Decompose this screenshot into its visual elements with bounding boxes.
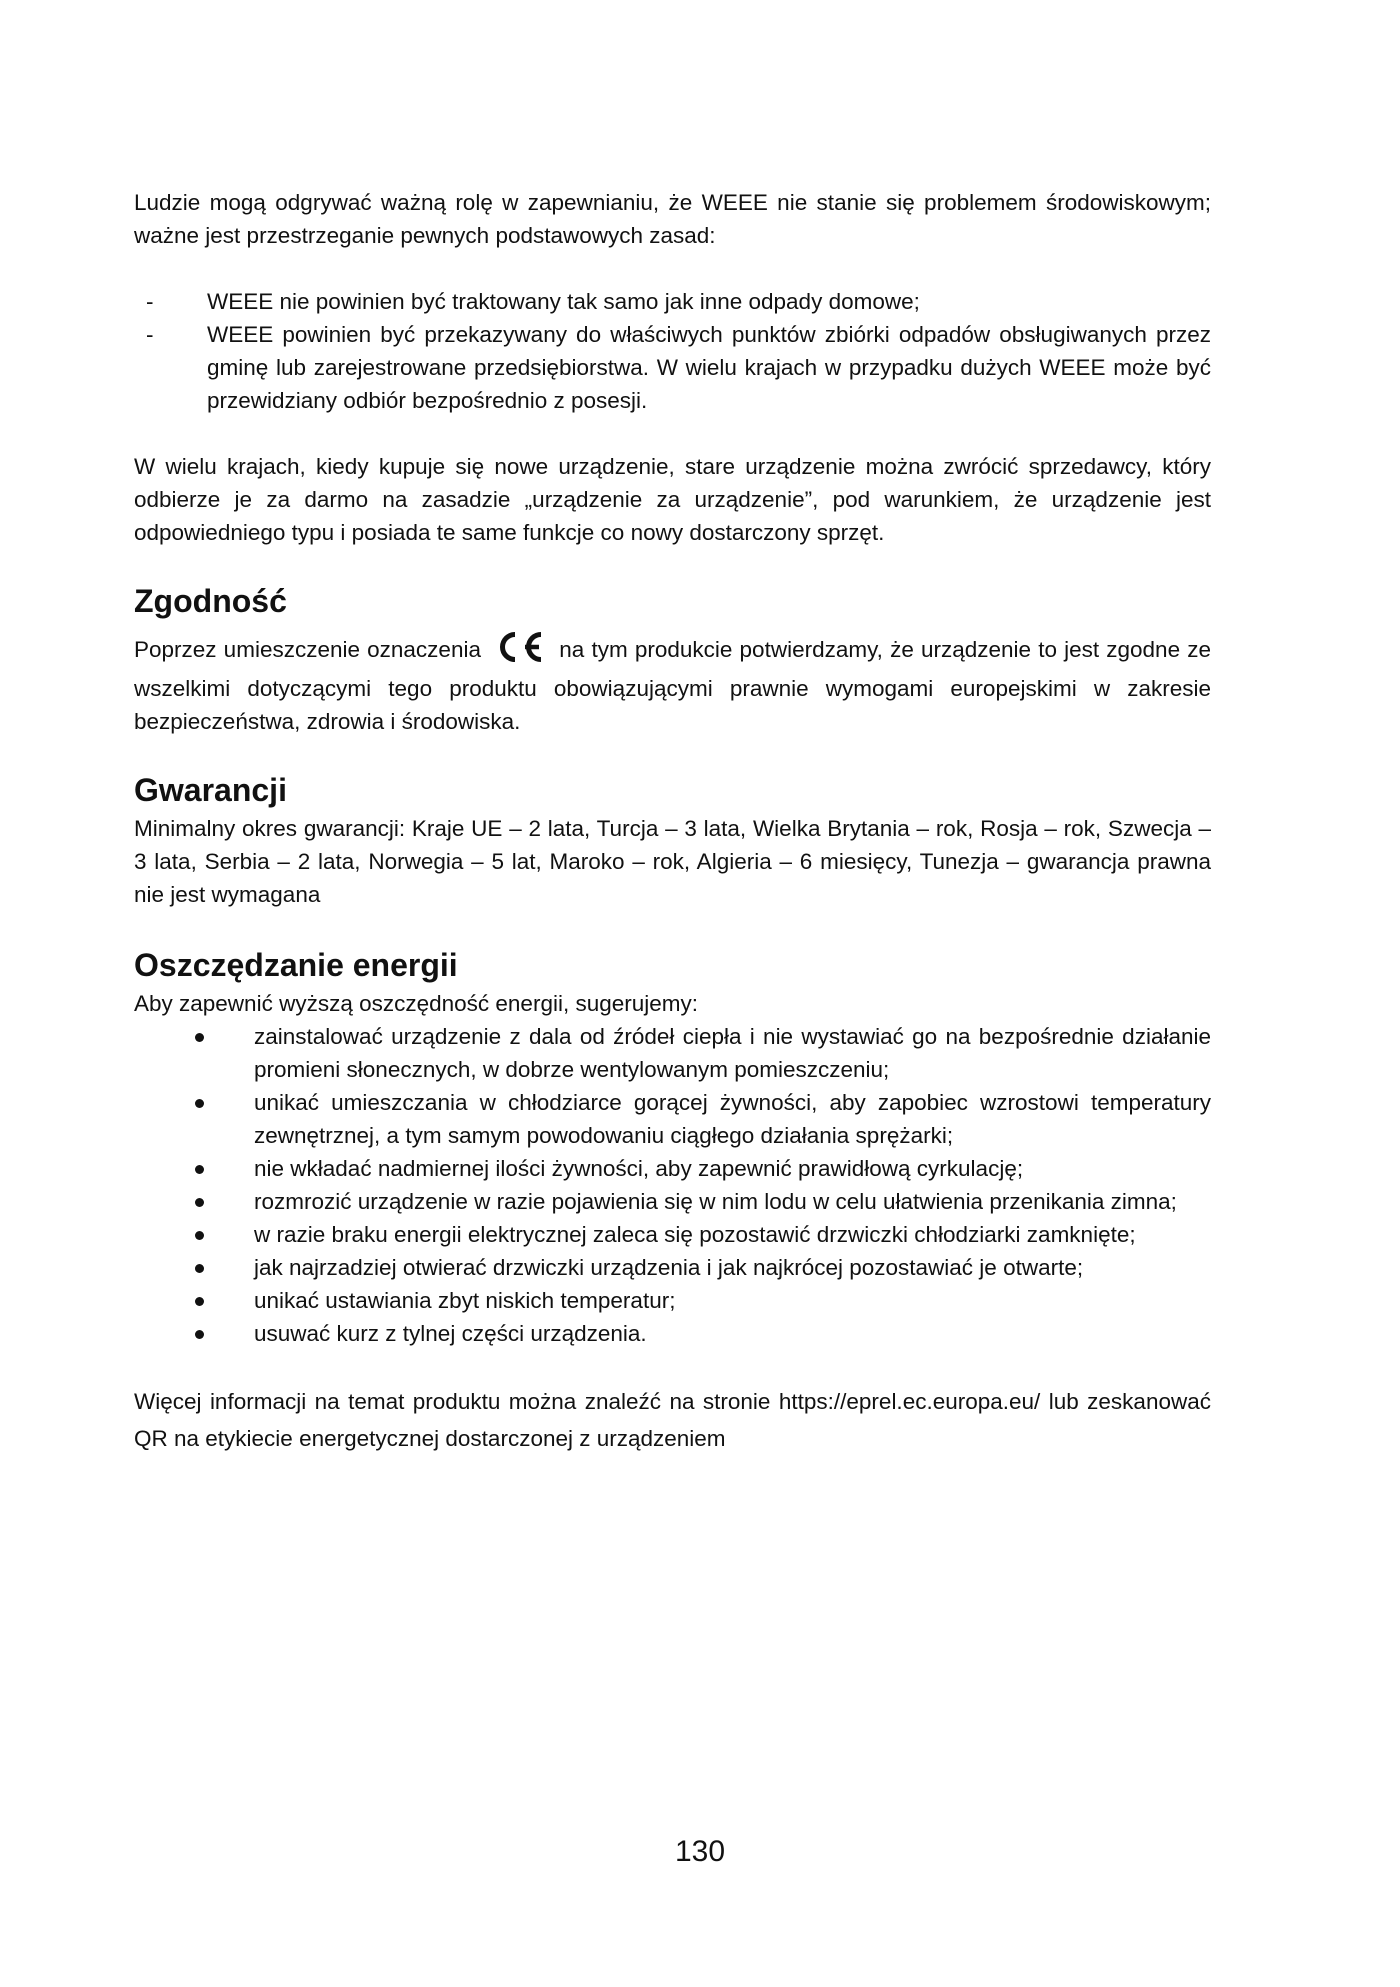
bullet-icon: [195, 1330, 204, 1339]
dash-marker: -: [146, 289, 154, 314]
list-item: [134, 318, 1211, 417]
list-item-text: unikać umieszczania w chłodziarce gorącej żywności, aby zapobiec wzrostowi temperatury zewnętrznej, a tym samym powodowaniu ciągłego działania sprężarki;: [254, 1090, 1211, 1148]
list-item: [134, 1020, 1211, 1086]
list-item: [134, 1185, 1211, 1218]
list-item-text: zainstalować urządzenie z dala od źródeł ciepła i nie wystawiać go na bezpośrednie działanie promieni słonecznych, w dobrze wentylowanym pomieszczeniu;: [254, 1024, 1211, 1082]
list-item-text: jak najrzadziej otwierać drzwiczki urządzenia i jak najkrócej pozostawiać je otwarte;: [254, 1255, 1084, 1280]
list-item-text: nie wkładać nadmiernej ilości żywności, aby zapewnić prawidłową cyrkulację;: [254, 1156, 1024, 1181]
bullet-icon: [195, 1033, 204, 1042]
dash-marker: -: [146, 322, 154, 347]
list-item: [134, 1251, 1211, 1284]
list-item-text: w razie braku energii elektrycznej zaleca się pozostawić drzwiczki chłodziarki zamknięte;: [254, 1222, 1136, 1247]
list-item-text: usuwać kurz z tylnej części urządzenia.: [254, 1321, 647, 1346]
bullet-icon: [195, 1099, 204, 1108]
warranty-paragraph: Minimalny okres gwarancji: Kraje UE – 2 lata, Turcja – 3 lata, Wielka Brytania – rok, Rosja – rok, Szwecja – 3 lata, Serbia – 2 lata, Norwegia – 5 lat, Maroko – rok, Algieria – 6 miesięcy, Tunezja – gwarancja prawna nie jest wymagana: [134, 816, 1211, 907]
document-page: [134, 186, 1211, 1457]
list-item: [134, 285, 1211, 318]
list-item-text: rozmrozić urządzenie w razie pojawienia się w nim lodu w celu ułatwienia przenikania zimna;: [254, 1189, 1177, 1214]
energy-intro: Aby zapewnić wyższą oszczędność energii, sugerujemy:: [134, 991, 699, 1016]
warranty-heading: Gwarancji: [134, 772, 287, 808]
weee-rules-list: [134, 285, 1211, 417]
weee-intro-paragraph: Ludzie mogą odgrywać ważną rolę w zapewnianiu, że WEEE nie stanie się problemem środowiskowym; ważne jest przestrzeganie pewnych podstawowych zasad:: [134, 190, 1211, 248]
energy-heading: Oszczędzanie energii: [134, 947, 458, 983]
ce-mark-icon: [494, 631, 546, 672]
conformity-heading: Zgodność: [134, 583, 287, 619]
list-item: [134, 1284, 1211, 1317]
conformity-text-before: Poprzez umieszczenie oznaczenia: [134, 637, 481, 662]
conformity-paragraph: [134, 631, 1211, 738]
list-item: [134, 1152, 1211, 1185]
bullet-icon: [195, 1297, 204, 1306]
list-item: [134, 1218, 1211, 1251]
weee-return-paragraph: W wielu krajach, kiedy kupuje się nowe urządzenie, stare urządzenie można zwrócić sprzedawcy, który odbierze je za darmo na zasadzie „urządzenie za urządzenie”, pod warunkiem, że urządzenie jest odpowiedniego typu i posiada te same funkcje co nowy dostarczony sprzęt.: [134, 454, 1211, 545]
list-item: [134, 1086, 1211, 1152]
more-info-paragraph: Więcej informacji na temat produktu można znaleźć na stronie https://eprel.ec.europa.eu/ lub zeskanować QR na etykiecie energetycznej dostarczonej z urządzeniem: [134, 1389, 1211, 1451]
bullet-icon: [195, 1198, 204, 1207]
bullet-icon: [195, 1264, 204, 1273]
list-item-text: WEEE powinien być przekazywany do właściwych punktów zbiórki odpadów obsługiwanych przez gminę lub zarejestrowane przedsiębiorstwa. W wielu krajach w przypadku dużych WEEE może być przewidziany odbiór bezpośrednio z posesji.: [207, 322, 1211, 413]
bullet-icon: [195, 1231, 204, 1240]
list-item-text: WEEE nie powinien być traktowany tak samo jak inne odpady domowe;: [207, 289, 920, 314]
list-item: [134, 1317, 1211, 1350]
list-item-text: unikać ustawiania zbyt niskich temperatur;: [254, 1288, 676, 1313]
page-number: 130: [674, 1835, 726, 1868]
bullet-icon: [195, 1165, 204, 1174]
conformity-text-after: na tym produkcie potwierdzamy, że urządzenie to jest zgodne ze wszelkimi dotyczącymi tego produktu obowiązującymi prawnie wymogami europejskimi w zakresie bezpieczeństwa, zdrowia i środowiska.: [134, 637, 1211, 734]
energy-tips-list: [134, 1020, 1211, 1350]
